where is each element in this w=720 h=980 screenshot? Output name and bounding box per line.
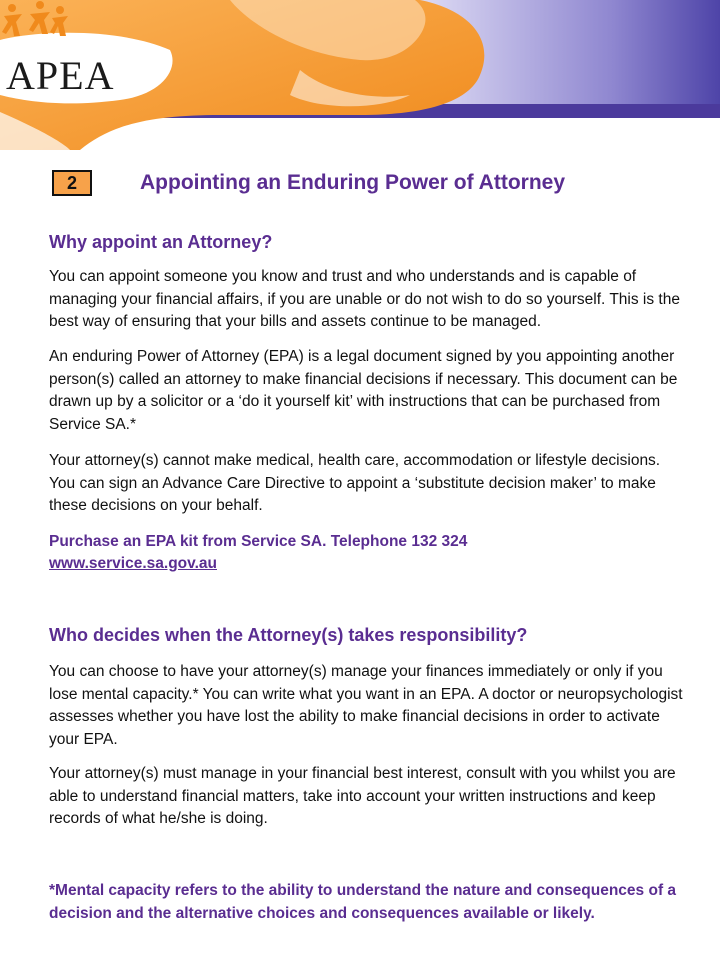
purchase-callout: Purchase an EPA kit from Service SA. Telephone 132 324 [49,533,468,550]
who-paragraph-1: You can choose to have your attorney(s) manage your finances immediately or only if you lose mental capacity.* You can write what you want in an EPA. A doctor or neuropsychologist assesses whether you have lost the ability to make financial decisions in order to activate your EPA. [49,663,683,748]
why-paragraph-3: Your attorney(s) cannot make medical, health care, accommodation or lifestyle decisions. You can sign an Advance Care Directive to appoint a ‘substitute decision maker’ to make these decisions on your behalf. [49,452,661,514]
service-sa-link[interactable]: www.service.sa.gov.au [49,555,217,572]
mental-capacity-footnote: *Mental capacity refers to the ability to understand the nature and consequences of a decision and the alternative choices and consequences available or likely. [49,882,677,922]
page-header [0,0,720,150]
who-decides-heading: Who decides when the Attorney(s) takes responsibility? [49,625,528,645]
why-paragraph-2: An enduring Power of Attorney (EPA) is a legal document signed by you appointing another person(s) called an attorney to make financial decisions if necessary. This document can be drawn up by a solicitor or a ‘do it yourself kit’ with instructions that can be purchased from Service SA.* [49,348,678,433]
logo-text: APEA [6,53,115,98]
logo-people-icon [0,0,70,42]
page-title: Appointing an Enduring Power of Attorney [140,171,566,194]
section-number-badge: 2 [52,170,92,196]
why-appoint-heading: Why appoint an Attorney? [49,232,273,252]
who-paragraph-2: Your attorney(s) must manage in your financial best interest, consult with you whilst you are able to understand financial matters, take into account your written instructions and keep records of what he/she is doing. [49,765,676,827]
why-paragraph-1: You can appoint someone you know and trust and who understands and is capable of managing your financial affairs, if you are unable or do not wish to do so yourself. This is the best way of ensuring that your bills and assets continue to be managed. [49,268,680,330]
